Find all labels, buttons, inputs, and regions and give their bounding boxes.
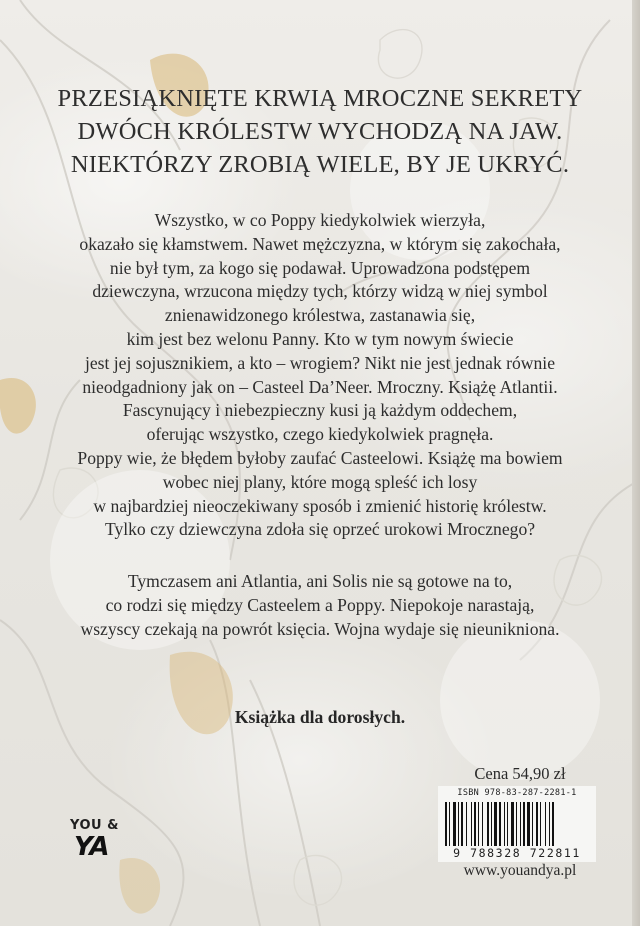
- barcode-bar: [552, 802, 554, 846]
- blurb-paragraph-2: [38, 570, 602, 641]
- barcode-bar: [449, 802, 450, 846]
- barcode-bar: [536, 802, 538, 846]
- blurb-line: co rodzi się między Casteelem a Poppy. Niepokoje narastają,: [105, 594, 535, 615]
- publisher-url: www.youandya.pl: [463, 862, 577, 879]
- cover-edge: [632, 0, 640, 926]
- blurb-line: jest jej sojusznikiem, a kto – wrogiem? Nikt nie jest jednak równie: [84, 352, 556, 373]
- blurb-line: nie był tym, za kogo się podawał. Uprowadzona podstępem: [109, 257, 531, 278]
- barcode-bar: [461, 802, 463, 846]
- barcode: [438, 786, 596, 862]
- barcode-bar: [445, 802, 447, 846]
- barcode-bar: [507, 802, 508, 846]
- barcode-bar: [523, 802, 525, 846]
- barcode-bar: [453, 802, 456, 846]
- blurb-line: Fascynujący i niebezpieczny kusi ją każdym oddechem,: [122, 400, 518, 421]
- isbn-label: ISBN 978-83-287-2281-1: [457, 788, 577, 798]
- barcode-bars: [444, 802, 590, 846]
- blurb-line: wszyscy czekają na powrót księcia. Wojna wydaje się nieunikniona.: [80, 618, 560, 639]
- blurb-line: okazało się kłamstwem. Nawet mężczyzna, w którym się zakochała,: [79, 233, 561, 254]
- audience-note: Książka dla dorosłych.: [234, 707, 406, 727]
- blurb-line: znienawidzonego królestwa, zastanawia się,: [164, 305, 476, 326]
- barcode-bar: [466, 802, 467, 846]
- blurb-line: nieodgadniony jak on – Casteel Da’Neer. Mroczny. Książę Atlantii.: [82, 376, 558, 397]
- headline: [40, 82, 600, 181]
- blurb-paragraph-1: [38, 209, 602, 542]
- blurb-line: Wszystko, w co Poppy kiedykolwiek wierzyła,: [154, 210, 486, 230]
- barcode-bar: [478, 802, 479, 846]
- barcode-digits: 9 788328 722811: [453, 846, 581, 860]
- blurb-line: dziewczyna, wrzucona między tych, którzy widzą w niej symbol: [92, 281, 548, 302]
- barcode-bar: [494, 802, 497, 846]
- barcode-bar: [511, 802, 514, 846]
- price-label: Cena 54,90 zł: [474, 764, 566, 783]
- barcode-bar: [499, 802, 501, 846]
- logo-text-bottom: YA: [74, 832, 109, 862]
- blurb-line: oferując wszystko, czego kiedykolwiek pragnęła.: [146, 424, 494, 445]
- barcode-bar: [520, 802, 521, 846]
- barcode-bar: [487, 802, 489, 846]
- barcode-bar: [504, 802, 505, 846]
- barcode-bar: [458, 802, 459, 846]
- blurb-line: Tylko czy dziewczyna zdoła się oprzeć urokowi Mrocznego?: [104, 519, 536, 540]
- barcode-bar: [474, 802, 476, 846]
- barcode-bar: [527, 802, 530, 846]
- blurb-line: kim jest bez welonu Panny. Kto w tym nowym świecie: [126, 328, 514, 349]
- headline-line: NIEKTÓRZY ZROBIĄ WIELE, BY JE UKRYĆ.: [70, 151, 570, 178]
- blurb-line: Poppy wie, że błędem byłoby zaufać Casteelowi. Książę ma bowiem: [77, 447, 563, 468]
- barcode-bar: [482, 802, 483, 846]
- logo-text-top: YOU &: [70, 818, 119, 833]
- blurb-line: wobec niej plany, które mogą spleść ich losy: [162, 471, 478, 492]
- barcode-bar: [549, 802, 550, 846]
- blurb-line: w najbardziej nieoczekiwany sposób i zmienić historię królestw.: [93, 495, 547, 516]
- barcode-bar: [471, 802, 472, 846]
- barcode-bar: [491, 802, 492, 846]
- barcode-bar: [540, 802, 541, 846]
- headline-line: PRZESIĄKNIĘTE KRWIĄ MROCZNE SEKRETY: [57, 85, 583, 112]
- headline-line: DWÓCH KRÓLESTW WYCHODZĄ NA JAW.: [77, 118, 563, 145]
- blurb-line: Tymczasem ani Atlantia, ani Solis nie są gotowe na to,: [127, 571, 513, 591]
- barcode-bar: [532, 802, 533, 846]
- barcode-bar: [516, 802, 517, 846]
- barcode-bar: [545, 802, 546, 846]
- publisher-logo: [68, 818, 132, 866]
